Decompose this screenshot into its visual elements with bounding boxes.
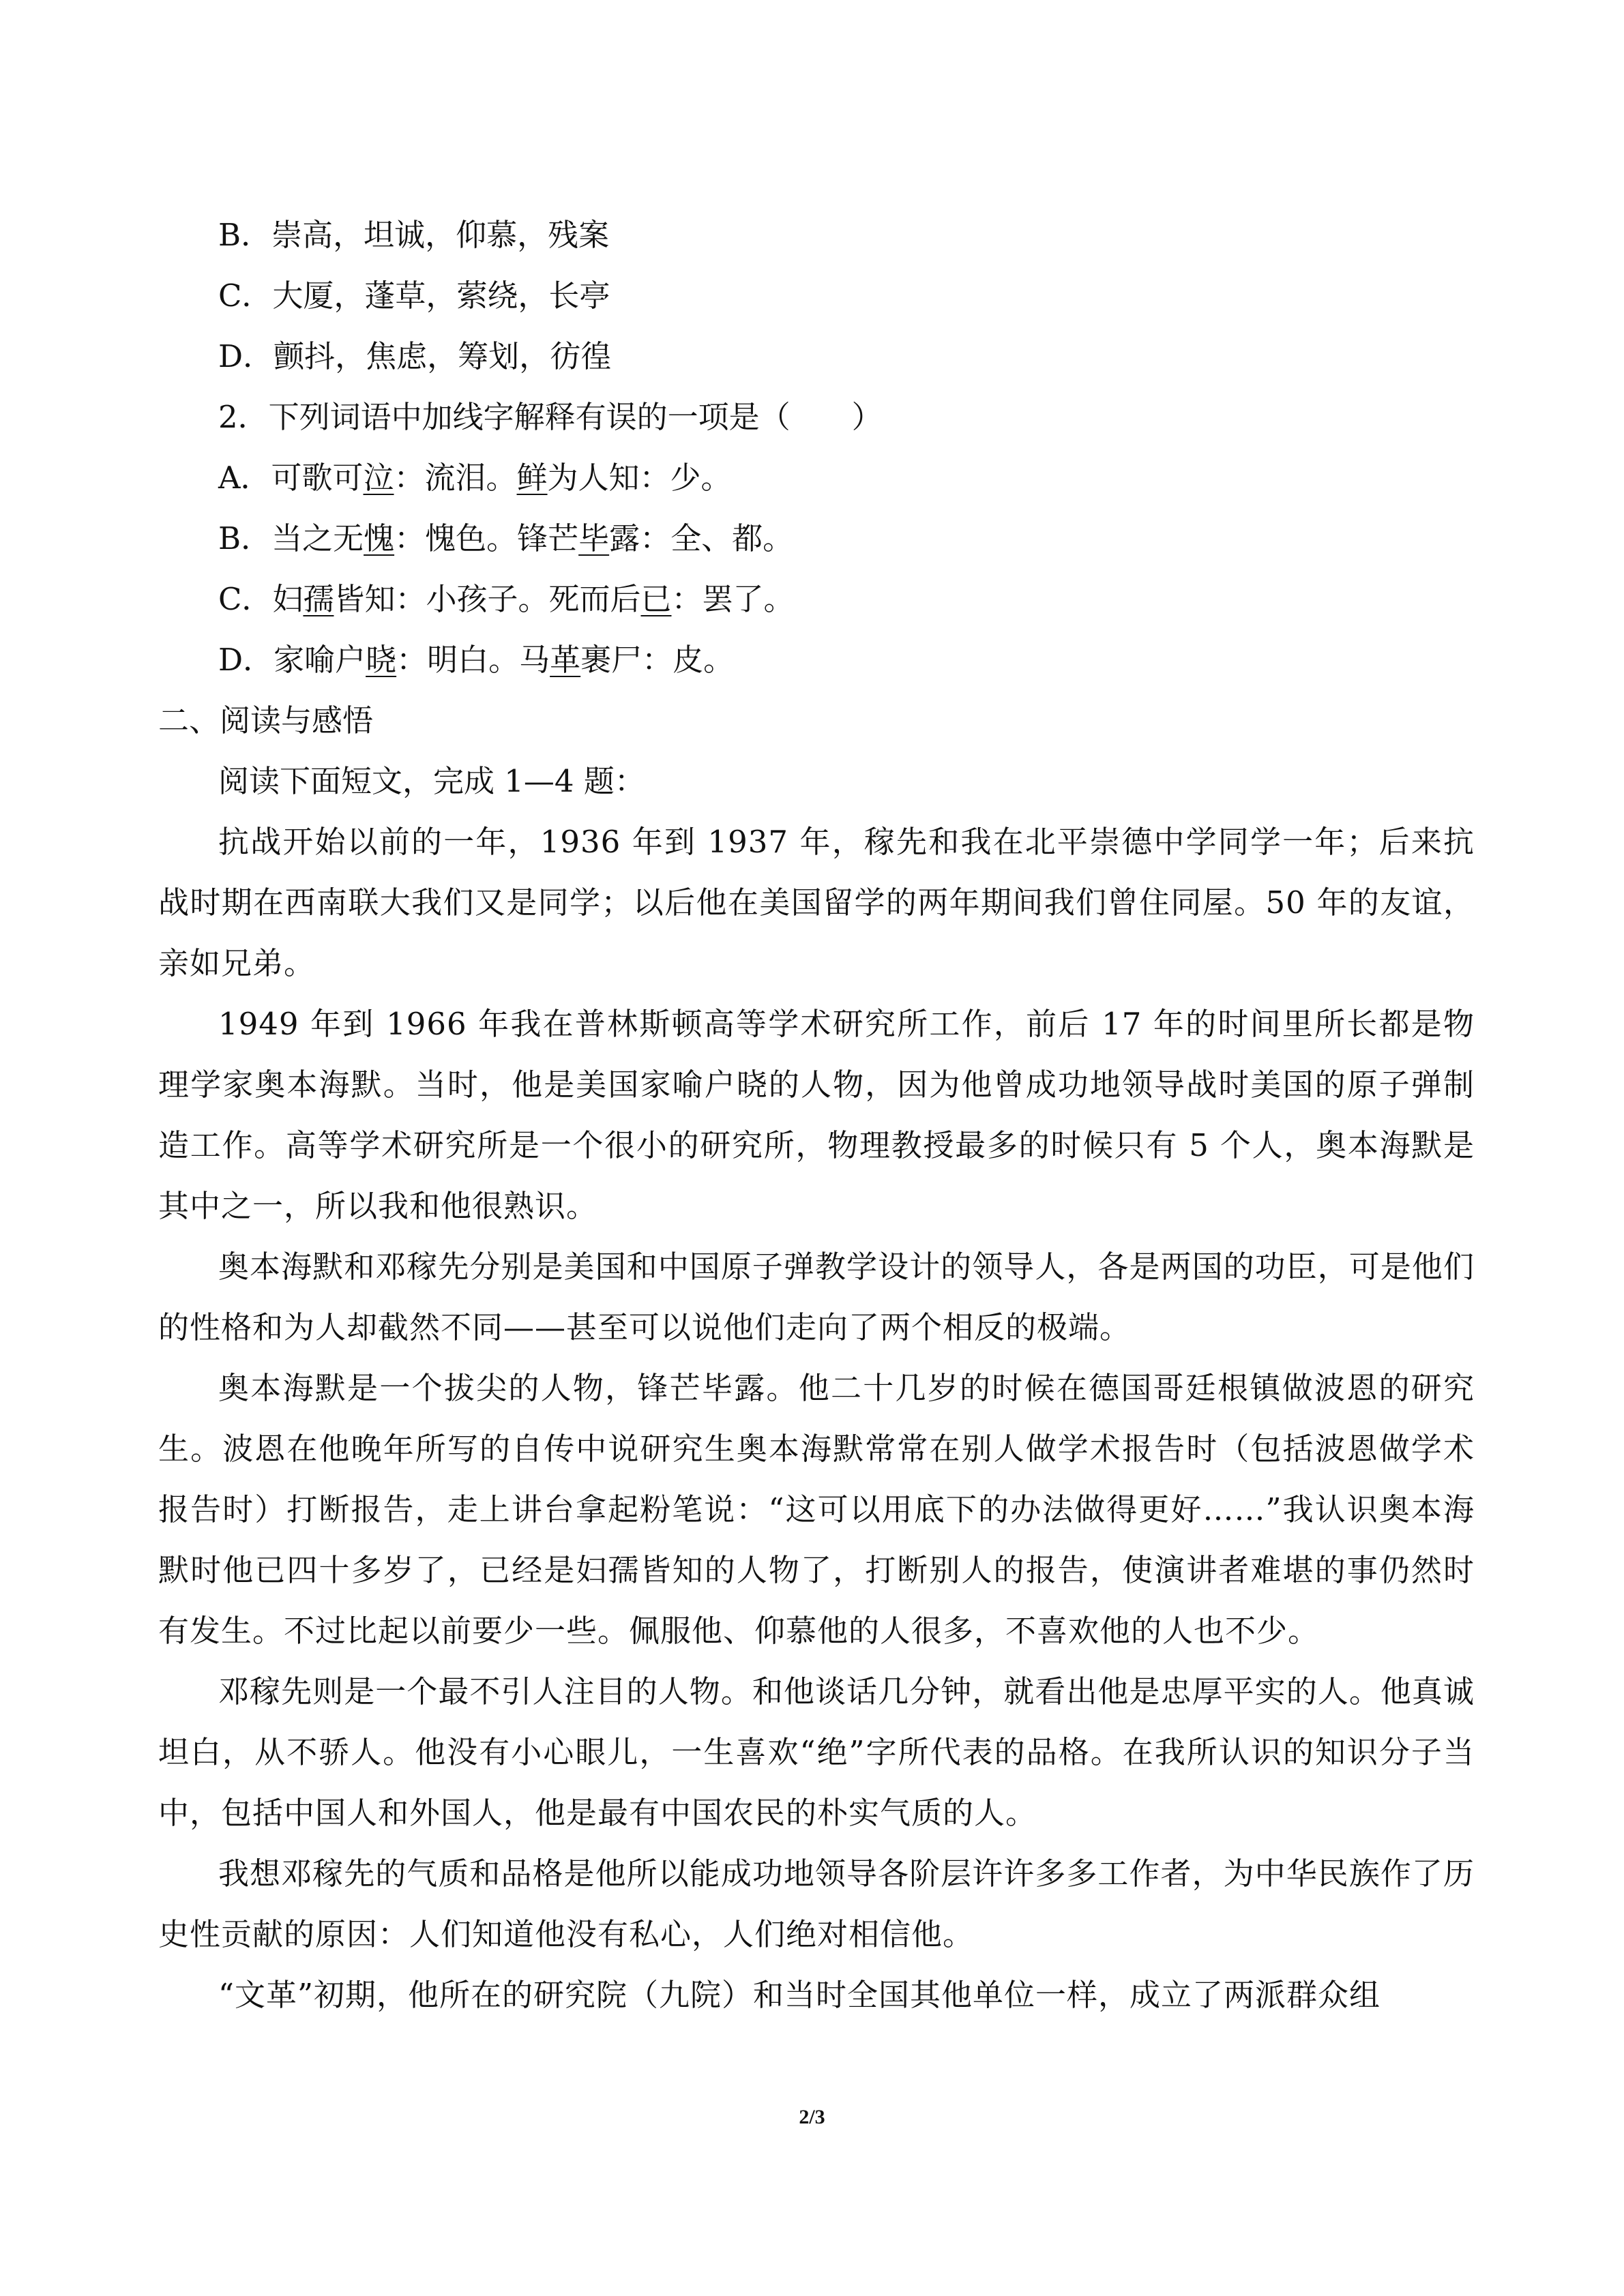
q2-c-rest: ：罢了。 [671, 581, 795, 617]
passage-paragraph-7: “文革”初期，他所在的研究院（九院）和当时全国其他单位一样，成立了两派群众组 [218, 1977, 1381, 2013]
page-content [158, 205, 1475, 2025]
q2-d-mid: ：明白。马 [396, 642, 550, 678]
q2-option-d [158, 629, 1475, 690]
q2-c-label: C．妇 [218, 581, 304, 617]
passage-paragraph-6: 我想邓稼先的气质和品格是他所以能成功地领导各阶层许许多多工作者，为中华民族作了历史性贡献的原因：人们知道他没有私心，人们绝对相信他。 [158, 1855, 1475, 1952]
q2-a-underlined-2: 鲜 [516, 460, 548, 496]
q2-d-label: D．家喻户 [218, 642, 366, 678]
passage-paragraph-5: 邓稼先则是一个最不引人注目的人物。和他谈话几分钟，就看出他是忠厚平实的人。他真诚坦白，从不骄人。他没有小心眼儿，一生喜欢“绝”字所代表的品格。在我所认识的知识分子当中，包括中国人和外国人，他是最有中国农民的朴实气质的人。 [158, 1673, 1475, 1831]
q2-c-underlined-2: 已 [640, 581, 672, 617]
q2-d-underlined-1: 晓 [366, 642, 397, 678]
q2-stem: 2．下列词语中加线字解释有误的一项是（ ） [218, 399, 883, 435]
q2-b-rest: 露：全、都。 [609, 520, 794, 556]
passage-paragraph-2: 1949 年到 1966 年我在普林斯顿高等学术研究所工作，前后 17 年的时间里所长都是物理学家奥本海默。当时，他是美国家喻户晓的人物，因为他曾成功地领导战时美国的原子弹制造工作。高等学术研究所是一个很小的研究所，物理教授最多的时候只有 5 个人，奥本海默是其中之一，所以我和他很熟识。 [158, 1006, 1475, 1224]
passage-paragraph-1: 抗战开始以前的一年，1936 年到 1937 年，稼先和我在北平崇德中学同学一年；后来抗战时期在西南联大我们又是同学；以后他在美国留学的两年期间我们曾住同屋。50 年的友谊，亲如兄弟。 [158, 824, 1475, 981]
q2-option-a [158, 447, 1475, 508]
q2-a-rest: 为人知：少。 [547, 460, 732, 496]
q1-option-d: D．颤抖，焦虑，筹划，彷徨 [218, 338, 612, 374]
q2-a-underlined-1: 泣 [363, 460, 394, 496]
q2-d-underlined-2: 革 [550, 642, 581, 678]
reading-instruction: 阅读下面短文，完成 1—4 题： [218, 763, 645, 799]
q2-option-b [158, 508, 1475, 569]
q2-c-underlined-1: 孺 [303, 581, 334, 617]
q2-a-label: A．可歌可 [218, 460, 364, 496]
q2-option-c [158, 569, 1475, 629]
q2-d-rest: 裹尸：皮。 [580, 642, 735, 678]
q2-b-underlined-1: 愧 [364, 520, 395, 556]
page-number: 2/3 [799, 2106, 825, 2128]
q2-b-label: B．当之无 [218, 520, 364, 556]
q2-b-mid: ：愧色。锋芒 [394, 520, 579, 556]
q2-c-mid: 皆知：小孩子。死而后 [334, 581, 641, 617]
passage-paragraph-4: 奥本海默是一个拔尖的人物，锋芒毕露。他二十几岁的时候在德国哥廷根镇做波恩的研究生。波恩在他晚年所写的自传中说研究生奥本海默常常在别人做学术报告时（包括波恩做学术报告时）打断报告，走上讲台拿起粉笔说：“这可以用底下的办法做得更好……”我认识奥本海默时他已四十多岁了，已经是妇孺皆知的人物了，打断别人的报告，使演讲者难堪的事仍然时有发生。不过比起以前要少一些。佩服他、仰慕他的人很多，不喜欢他的人也不少。 [158, 1370, 1475, 1649]
passage-paragraph-3: 奥本海默和邓稼先分别是美国和中国原子弹教学设计的领导人，各是两国的功臣，可是他们的性格和为人却截然不同——甚至可以说他们走向了两个相反的极端。 [158, 1249, 1475, 1345]
q2-a-mid: ：流泪。 [394, 460, 517, 496]
section-title: 二、阅读与感悟 [158, 702, 374, 739]
q2-b-underlined-2: 毕 [578, 520, 610, 556]
q1-option-b: B．崇高，坦诚，仰慕，残案 [218, 217, 610, 253]
q1-option-c: C．大厦，蓬草，萦绕，长亭 [218, 278, 610, 314]
